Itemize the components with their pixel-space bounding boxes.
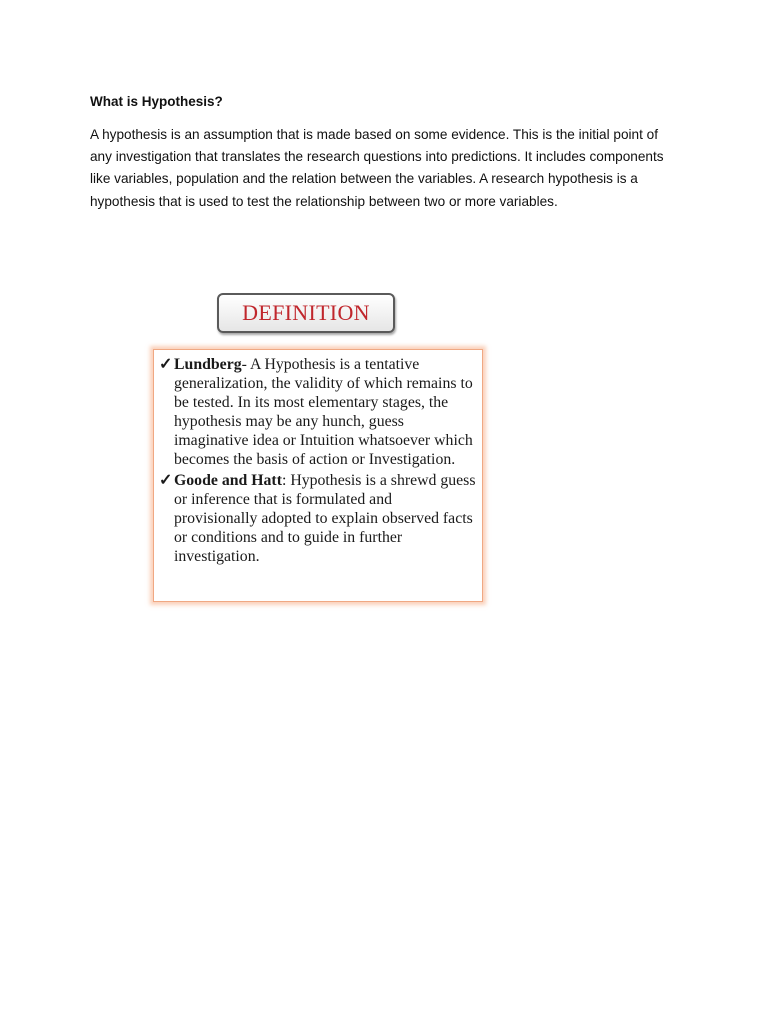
checkmark-icon: ✓ bbox=[159, 472, 173, 490]
definition-label: DEFINITION bbox=[217, 293, 395, 333]
page-title: What is Hypothesis? bbox=[90, 94, 223, 109]
definition-entry-goode-hatt bbox=[159, 472, 476, 567]
checkmark-icon: ✓ bbox=[159, 356, 173, 373]
definition-separator: - bbox=[241, 356, 250, 373]
definition-box bbox=[153, 349, 483, 602]
definition-author: Goode and Hatt bbox=[174, 472, 282, 490]
definition-separator: : bbox=[281, 472, 291, 490]
definition-figure bbox=[150, 290, 490, 610]
definition-entry-lundberg bbox=[159, 356, 476, 469]
body-paragraph: A hypothesis is an assumption that is made based on some evidence. This is the initial point of any investigation that translates the research questions into predictions. It includes components like variables, population and the relation between the variables. A research hypothesis is a hypothesis that is used to test the relationship between two or more variables. bbox=[90, 127, 664, 209]
definition-text: A Hypothesis is a tentative generalization, the validity of which remains to be tested. In its most elementary stages, the hypothesis may be any hunch, guess imaginative idea or Intuition whatsoever which becomes the basis of action or Investigation. bbox=[174, 356, 473, 468]
definition-text: Hypothesis is a shrewd guess or inference that is formulated and provisionally adopted to explain observed facts or conditions and to guide in further investigation. bbox=[174, 472, 476, 566]
definition-author: Lundberg bbox=[174, 356, 242, 373]
